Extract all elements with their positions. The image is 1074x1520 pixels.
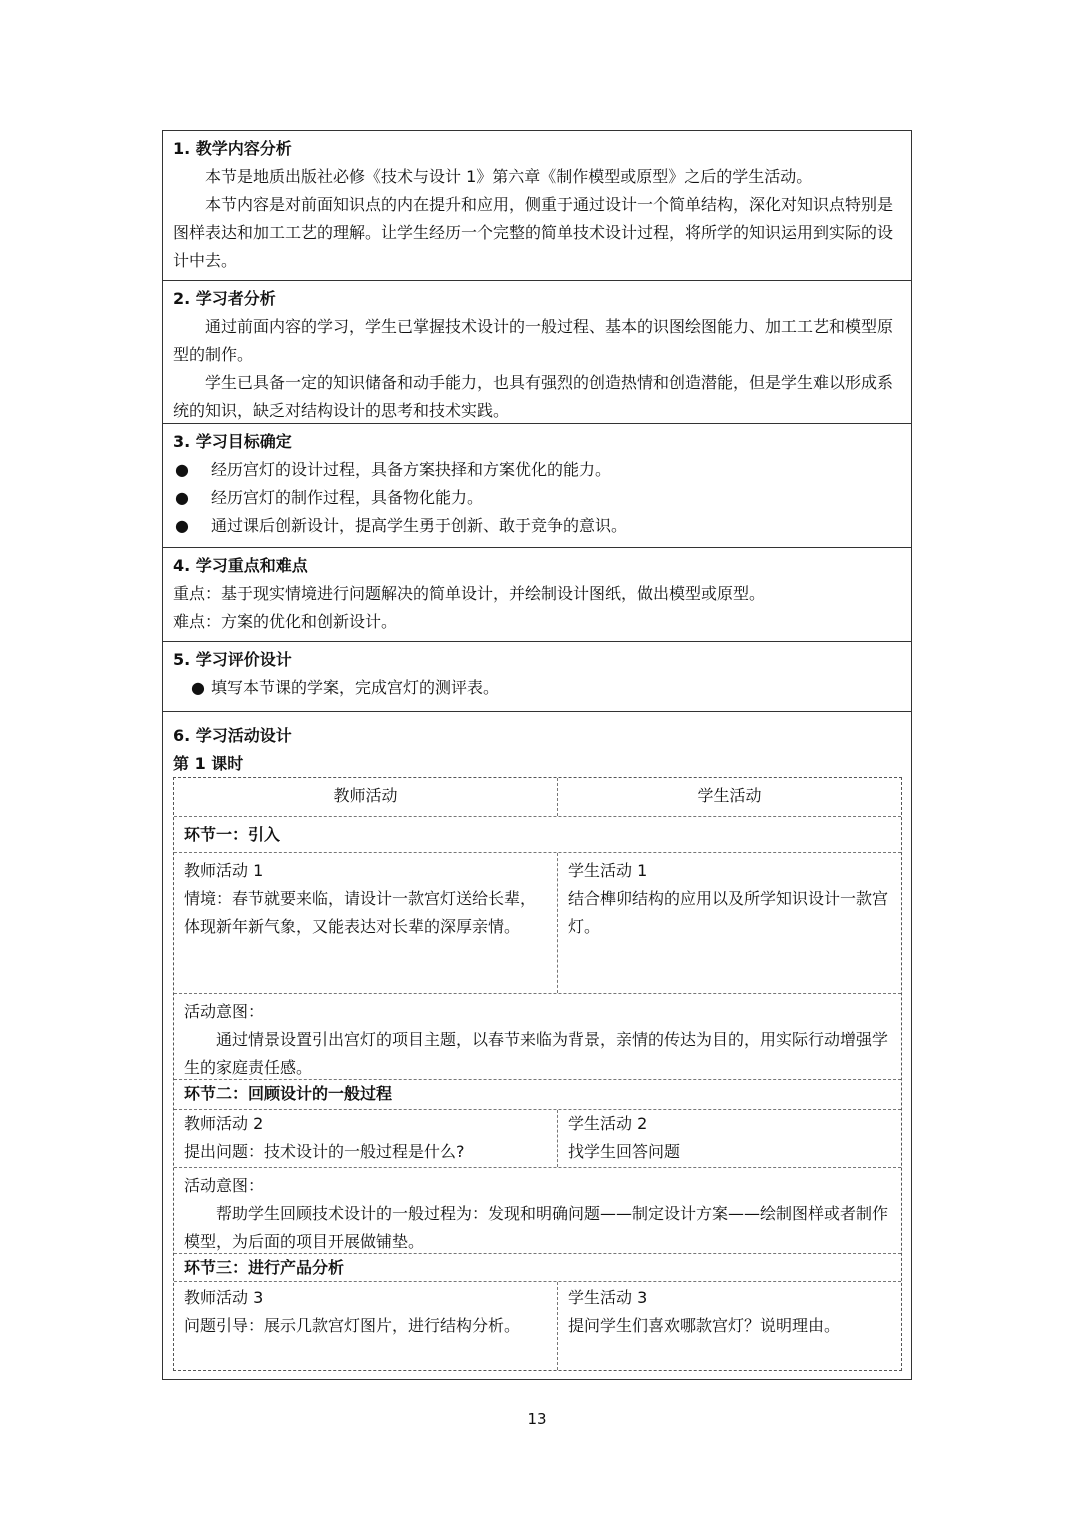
activity-text: 找学生回答问题 [568,1142,681,1161]
activity-row [174,1110,901,1168]
section-title: 4. 学习重点和难点 [173,556,308,575]
section-title: 5. 学习评价设计 [173,650,292,669]
student-activity-cell [558,1110,901,1167]
list-item: ● 通过课后创新设计，提高学生勇于创新、敢于竞争的意识。 [173,512,901,540]
bullet-icon: ● [175,460,189,479]
column-header-teacher: 教师活动 [174,778,558,816]
section-content-analysis [163,131,911,281]
section-title: 3. 学习目标确定 [173,432,292,451]
lesson-label: 第 1 课时 [173,754,244,773]
stage-row: 环节一：引入 [174,817,901,853]
lesson-plan-table [162,130,912,1380]
intent-row [174,1168,901,1254]
stage-row: 环节三：进行产品分析 [174,1254,901,1282]
activity-text: 提问学生们喜欢哪款宫灯？说明理由。 [568,1316,841,1335]
activity-label: 学生活动 3 [568,1288,648,1307]
section-learner-analysis [163,281,911,424]
activity-text: 情境：春节就要来临，请设计一款宫灯送给长辈，体现新年新气象，又能表达对长辈的深厚亲情。 [184,889,537,936]
activity-label: 教师活动 2 [184,1114,264,1133]
intent-text: 帮助学生回顾技术设计的一般过程为：发现和明确问题——制定设计方案——绘制图样或者制作模型，为后面的项目开展做铺垫。 [184,1204,889,1251]
intent-label: 活动意图： [184,1002,265,1021]
activity-text: 问题引导：展示几款宫灯图片，进行结构分析。 [184,1316,521,1335]
paragraph: 本节是地质出版社必修《技术与设计 1》第六章《制作模型或原型》之后的学生活动。 [205,167,813,186]
teacher-activity-cell [174,1282,558,1370]
page-number: 13 [527,1410,547,1428]
activity-text: 结合榫卯结构的应用以及所学知识设计一款宫灯。 [568,889,889,936]
activity-row [174,1282,901,1370]
table-header-row [174,778,901,817]
section-key-points [163,548,911,642]
list-item: ● 经历宫灯的制作过程，具备物化能力。 [173,484,901,512]
activity-label: 学生活动 1 [568,861,648,880]
intent-row [174,994,901,1080]
key-point: 重点：基于现实情境进行问题解决的简单设计，并绘制设计图纸，做出模型或原型。 [173,584,766,603]
activity-text: 提出问题：技术设计的一般过程是什么? [184,1142,465,1161]
activity-table [173,777,902,1371]
student-activity-cell [558,853,901,993]
section-evaluation [163,642,911,712]
paragraph: 学生已具备一定的知识储备和动手能力，也具有强烈的创造热情和创造潜能，但是学生难以形成系统的知识，缺乏对结构设计的思考和技术实践。 [173,373,894,420]
bullet-icon: ● [191,678,205,697]
teacher-activity-cell [174,853,558,993]
activity-label: 教师活动 3 [184,1288,264,1307]
activity-label: 教师活动 1 [184,861,264,880]
teacher-activity-cell [174,1110,558,1167]
intent-text: 通过情景设置引出宫灯的项目主题，以春节来临为背景，亲情的传达为目的，用实际行动增强学生的家庭责任感。 [184,1030,889,1077]
section-title: 6. 学习活动设计 [173,726,292,745]
intent-label: 活动意图： [184,1176,265,1195]
section-learning-goals [163,424,911,548]
student-activity-cell [558,1282,901,1370]
paragraph: 通过前面内容的学习，学生已掌握技术设计的一般过程、基本的识图绘图能力、加工工艺和模型原型的制作。 [173,317,894,364]
column-header-student: 学生活动 [697,786,762,805]
difficult-point: 难点：方案的优化和创新设计。 [173,612,398,631]
list-item: ● 经历宫灯的设计过程，具备方案抉择和方案优化的能力。 [173,456,901,484]
paragraph: 本节内容是对前面知识点的内在提升和应用，侧重于通过设计一个简单结构，深化对知识点特别是图样表达和加工工艺的理解。让学生经历一个完整的简单技术设计过程，将所学的知识运用到实际的设计中去。 [173,195,894,270]
activity-row [174,853,901,994]
bullet-icon: ● [175,488,189,507]
bullet-icon: ● [175,516,189,535]
activity-label: 学生活动 2 [568,1114,648,1133]
section-title: 2. 学习者分析 [173,289,276,308]
section-title: 1. 教学内容分析 [173,139,292,158]
stage-row: 环节二：回顾设计的一般过程 [174,1080,901,1110]
list-item: ● 填写本节课的学案，完成宫灯的测评表。 [173,674,901,702]
